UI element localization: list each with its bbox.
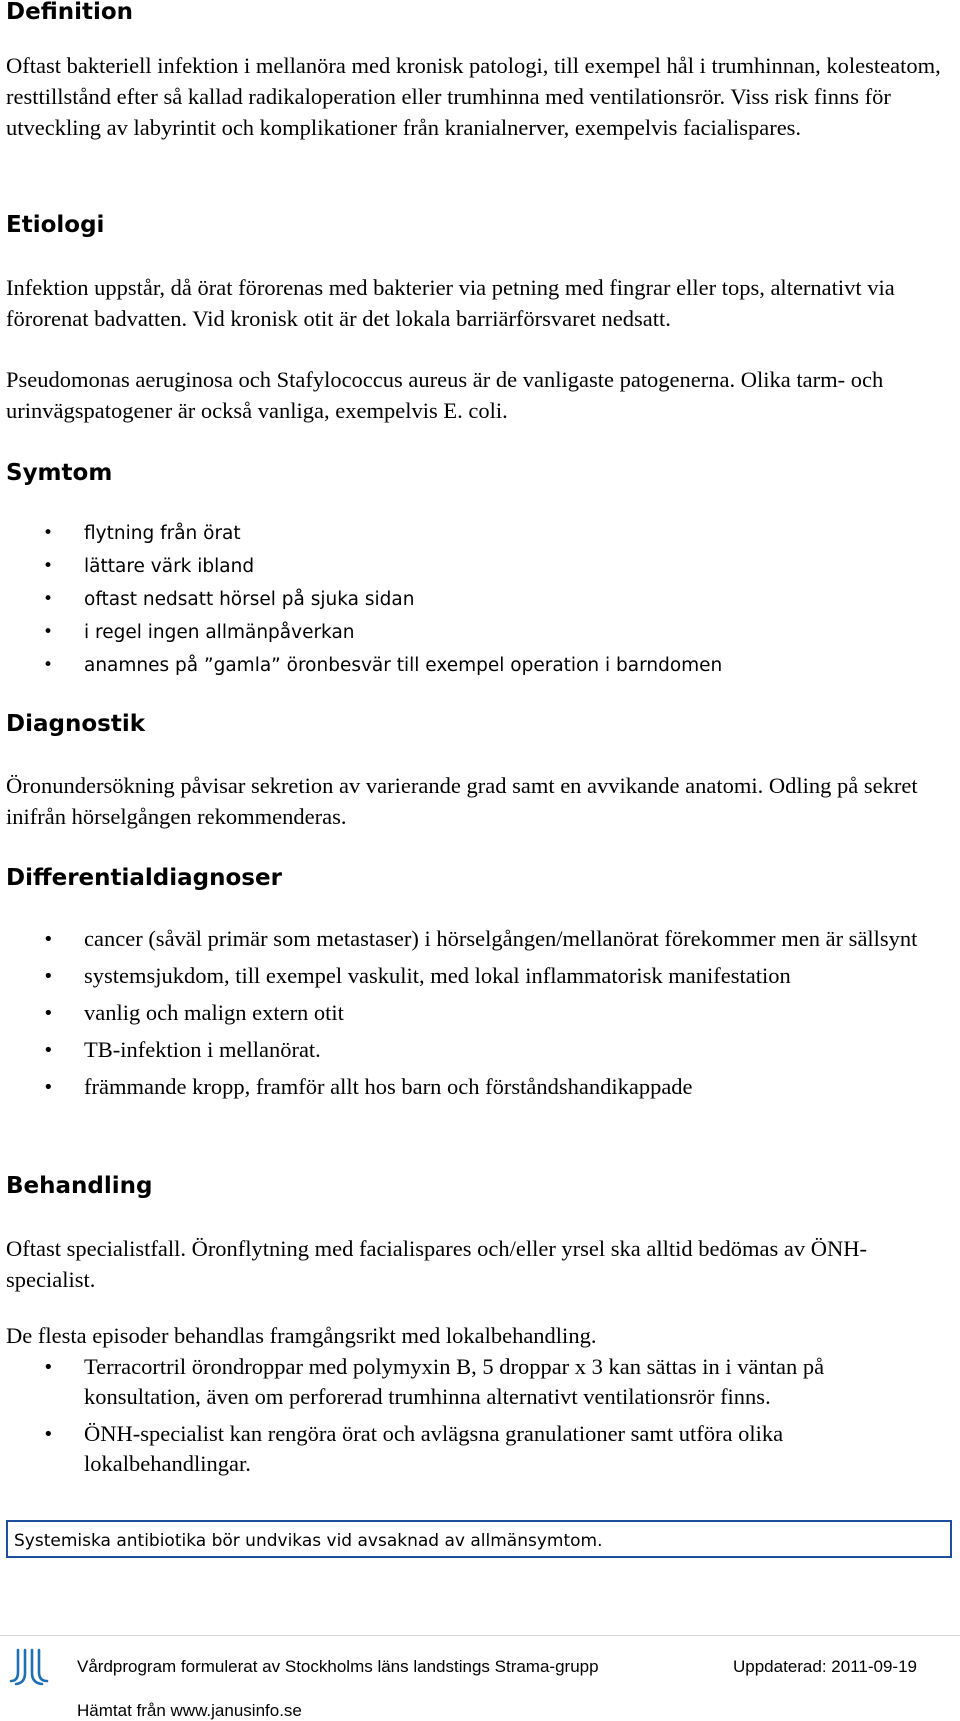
list-item: • främmande kropp, framför allt hos barn och förståndshandikappade bbox=[0, 1072, 935, 1102]
list-item: • Terracortril örondroppar med polymyxin B, 5 droppar x 3 kan sättas in i väntan på konsultation, även om perforerad trumhinna alternativt ventilationsrör finns. bbox=[0, 1352, 935, 1412]
footer-updated-date: Uppdaterad: 2011-09-19 bbox=[733, 1657, 917, 1676]
sll-logo-icon bbox=[8, 1648, 50, 1686]
diagnostik-heading: Diagnostik bbox=[6, 711, 145, 737]
definition-text: Oftast bakteriell infektion i mellanöra med kronisk patologi, till exempel hål i trumhinnan, kolesteatom, resttillstånd efter så kallad radikaloperation eller trumhinna med ventilationsrör. Viss risk finns för utveckling av labyrintit och komplikationer från kranialnerver, exempelvis facialispares. bbox=[6, 53, 941, 140]
etiologi-paragraph-2: Pseudomonas aeruginosa och Stafylococcus aureus är de vanligaste patogenerna. Olika tarm- och urinvägspatogener är också vanliga, exempelvis E. coli. bbox=[6, 367, 884, 423]
behandling-paragraph-1: Oftast specialistfall. Öronflytning med facialispares och/eller yrsel ska alltid bedömas av ÖNH-specialist. bbox=[6, 1236, 867, 1292]
list-item: • vanlig och malign extern otit bbox=[0, 998, 935, 1028]
list-item: • systemsjukdom, till exempel vaskulit, med lokal inflammatorisk manifestation bbox=[0, 961, 935, 991]
footer-divider bbox=[0, 1635, 960, 1636]
symtom-heading: Symtom bbox=[6, 460, 113, 486]
behandling-list bbox=[0, 1352, 935, 1486]
list-item: • TB-infektion i mellanörat. bbox=[0, 1035, 935, 1065]
list-item: • i regel ingen allmänpåverkan bbox=[0, 616, 722, 649]
list-item: • oftast nedsatt hörsel på sjuka sidan bbox=[0, 583, 722, 616]
definition-heading: Definition bbox=[6, 0, 134, 25]
behandling-heading: Behandling bbox=[6, 1173, 153, 1199]
list-item: • ÖNH-specialist kan rengöra örat och avlägsna granulationer samt utföra olika lokalbehandlingar. bbox=[0, 1419, 935, 1479]
diagnostik-text: Öronundersökning påvisar sekretion av varierande grad samt en avvikande anatomi. Odling på sekret inifrån hörselgången rekommenderas. bbox=[6, 773, 918, 829]
differentialdiagnoser-list bbox=[0, 924, 935, 1109]
symtom-list bbox=[0, 517, 722, 682]
behandling-paragraph-2: De flesta episoder behandlas framgångsrikt med lokalbehandling. bbox=[6, 1323, 597, 1348]
list-item: • cancer (såväl primär som metastaser) i hörselgången/mellanörat förekommer men är sällsynt bbox=[0, 924, 935, 954]
etiologi-paragraph-1: Infektion uppstår, då örat förorenas med bakterier via petning med fingrar eller tops, alternativt via förorenat badvatten. Vid kronisk otit är det lokala barriärförsvaret nedsatt. bbox=[6, 275, 895, 331]
footer-source-link[interactable]: Hämtat från www.janusinfo.se bbox=[77, 1701, 302, 1720]
list-item: • anamnes på ”gamla” öronbesvär till exempel operation i barndomen bbox=[0, 649, 722, 682]
etiologi-heading: Etiologi bbox=[6, 212, 105, 238]
list-item: • flytning från örat bbox=[0, 517, 722, 550]
footer-program-text: Vårdprogram formulerat av Stockholms läns landstings Strama-grupp bbox=[77, 1657, 599, 1676]
differentialdiagnoser-heading: Differentialdiagnoser bbox=[6, 865, 282, 891]
antibiotics-notice-box: Systemiska antibiotika bör undvikas vid avsaknad av allmänsymtom. bbox=[6, 1520, 952, 1558]
list-item: • lättare värk ibland bbox=[0, 550, 722, 583]
